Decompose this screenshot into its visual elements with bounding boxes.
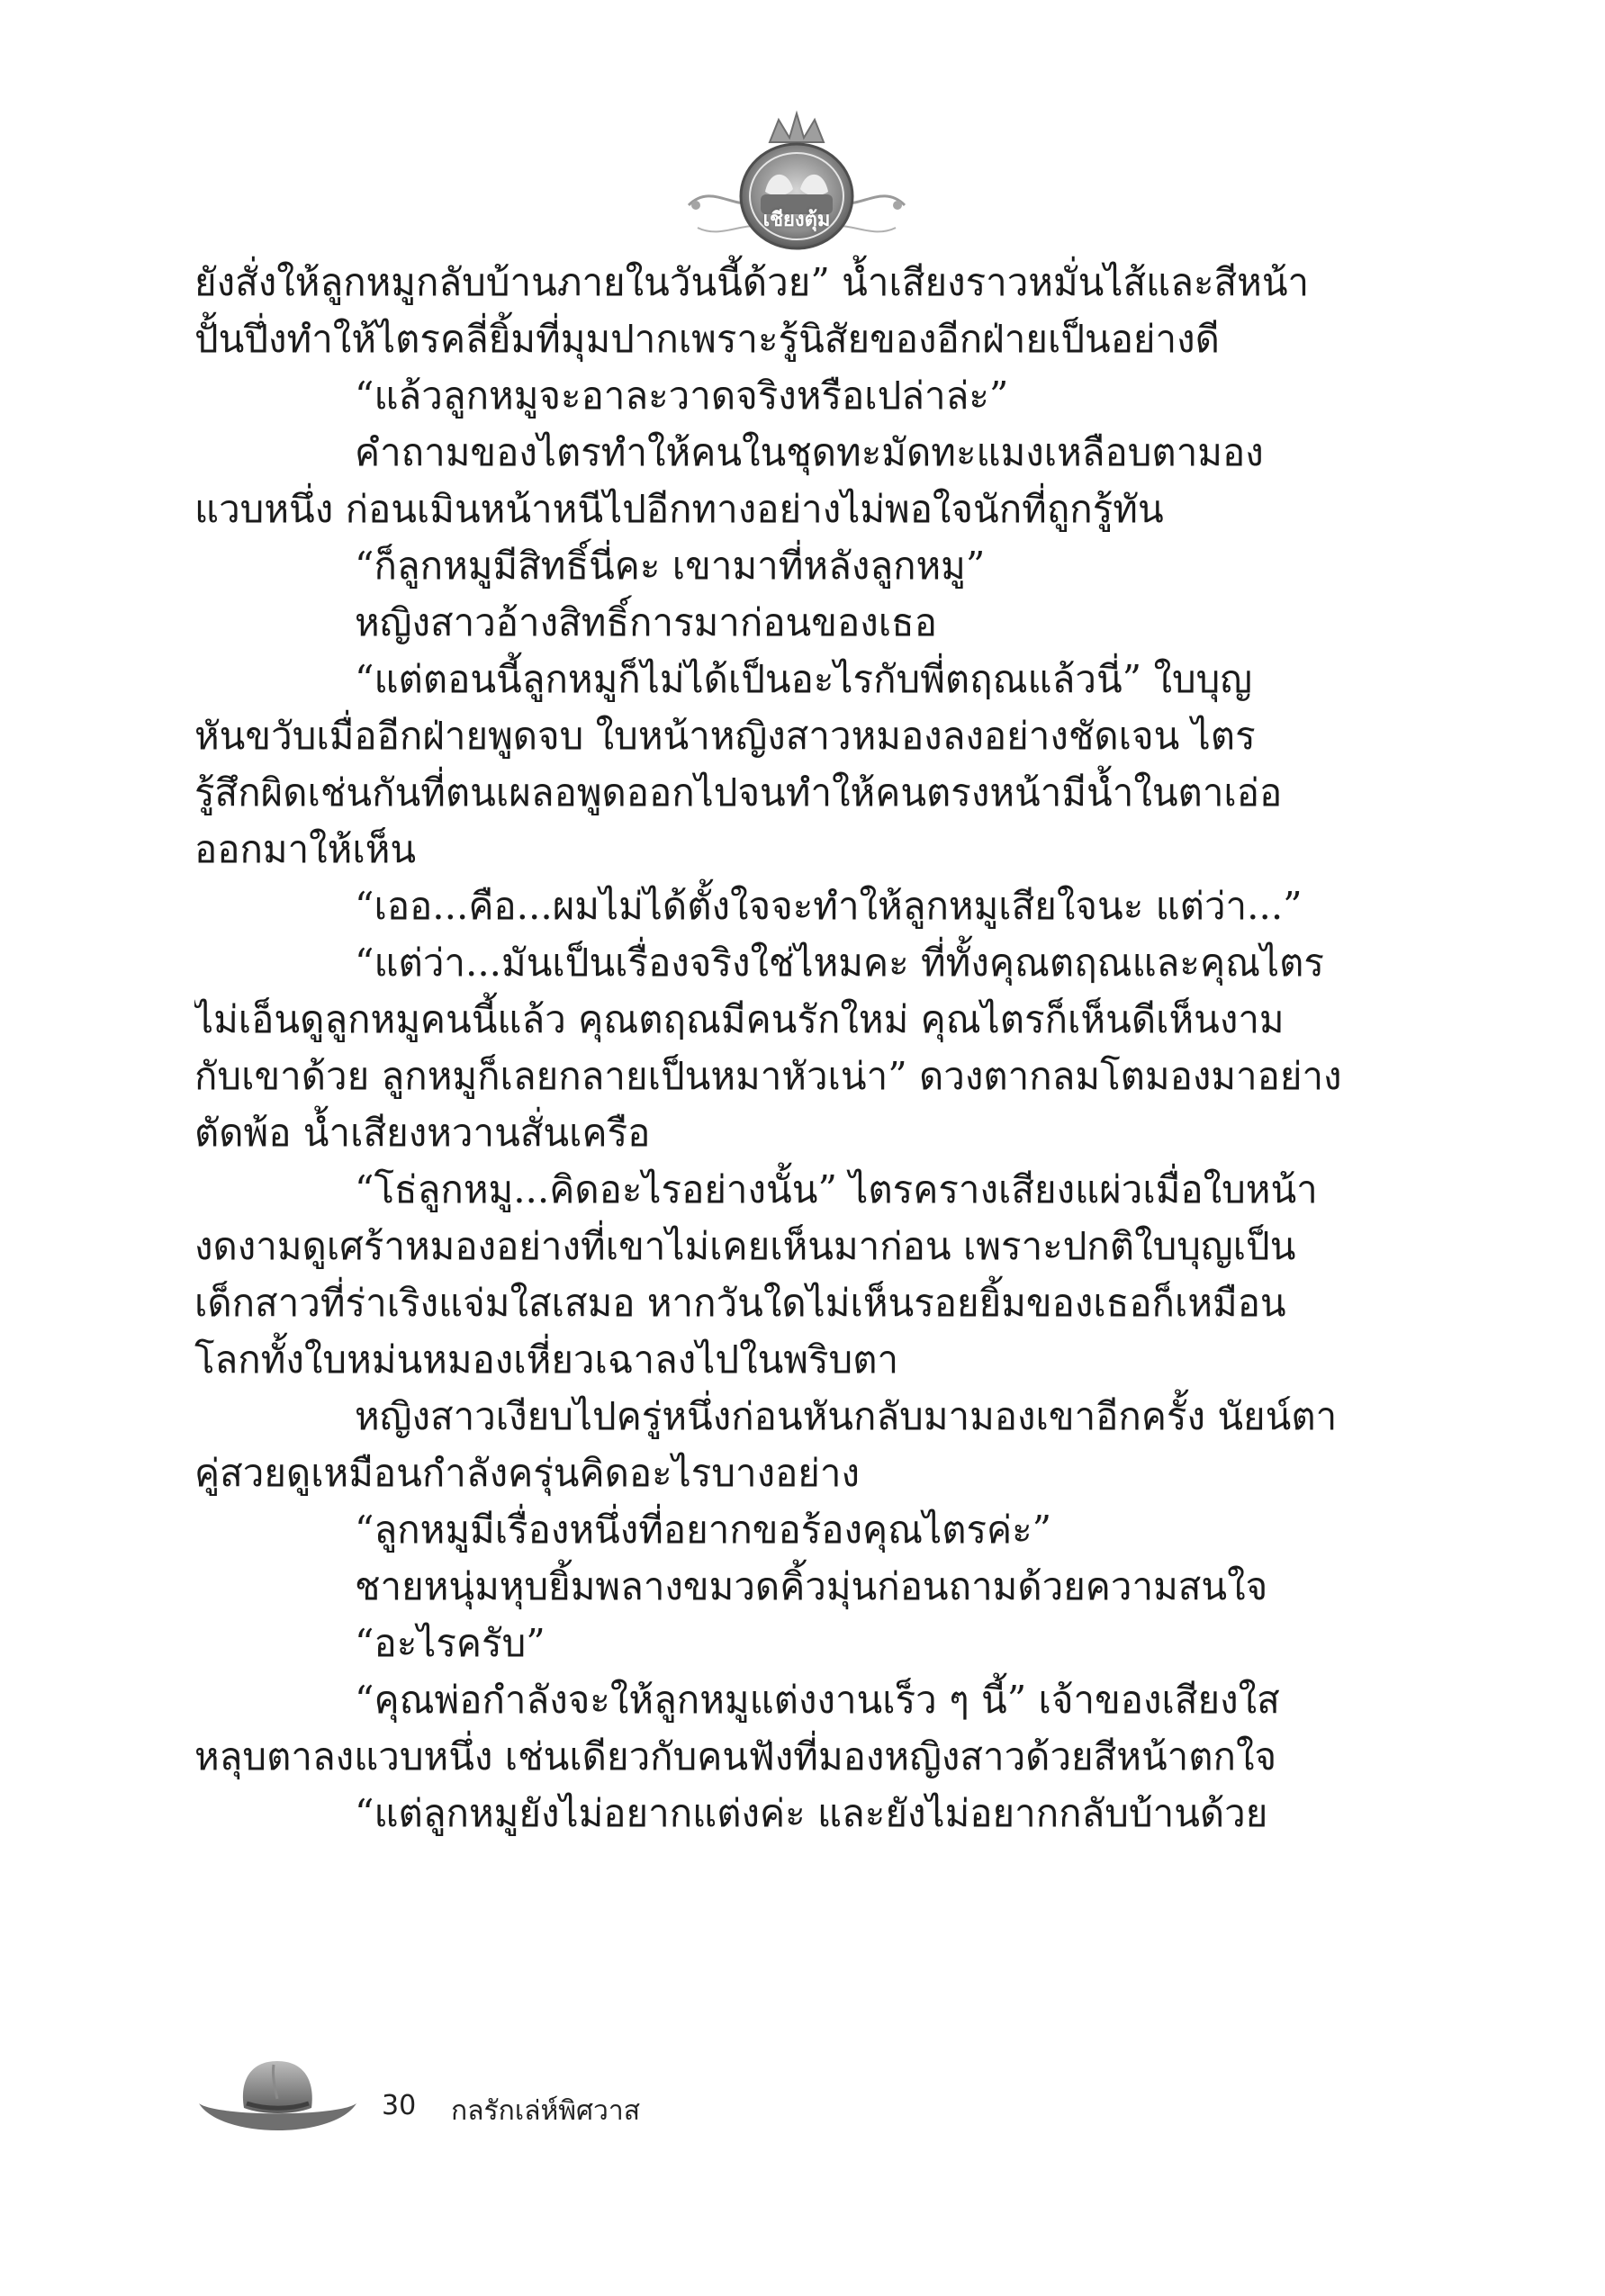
- text-line: “ก็ลูกหมูมีสิทธิ์นี่คะ เขามาที่หลังลูกหมู”: [355, 544, 986, 588]
- text-line: “แต่ว่า...มันเป็นเรื่องจริงใช่ไหมคะ ที่ทั้งคุณตฤณและคุณไตร: [355, 941, 1324, 985]
- text-line: “แล้วลูกหมูจะอาละวาดจริงหรือเปล่าล่ะ”: [355, 374, 1009, 418]
- text-line: “เออ...คือ...ผมไม่ได้ตั้งใจจะทำให้ลูกหมูเสียใจนะ แต่ว่า...”: [355, 884, 1303, 928]
- cowboy-hat-graphic: [194, 2054, 361, 2144]
- page-footer: [194, 2054, 1005, 2153]
- text-line: แวบหนึ่ง ก่อนเมินหน้าหนีไปอีกทางอย่างไม่พอใจนักที่ถูกรู้ทัน: [194, 487, 1164, 531]
- text-line: รู้สึกผิดเช่นกันที่ตนเผลอพูดออกไปจนทำให้คนตรงหน้ามีน้ำในตาเอ่อ: [194, 770, 1283, 815]
- text-line: “แต่ตอนนี้ลูกหมูก็ไม่ได้เป็นอะไรกับพี่ตฤณแล้วนี่” ใบบุญ: [355, 657, 1253, 701]
- text-line: เด็กสาวที่ร่าเริงแจ่มใสเสมอ หากวันใดไม่เห็นรอยยิ้มของเธอก็เหมือน: [194, 1281, 1286, 1325]
- text-line: “คุณพ่อกำลังจะให้ลูกหมูแต่งงานเร็ว ๆ นี้” เจ้าของเสียงใส: [355, 1678, 1280, 1722]
- text-line: กับเขาด้วย ลูกหมูก็เลยกลายเป็นหมาหัวเน่า” ดวงตากลมโตมองมาอย่าง: [194, 1054, 1342, 1098]
- book-title: กลรักเล่ห์พิศวาส: [451, 2095, 641, 2127]
- body-text: [194, 254, 1446, 1841]
- text-line: หญิงสาวอ้างสิทธิ์การมาก่อนของเธอ: [355, 600, 937, 644]
- text-line: หันขวับเมื่ออีกฝ่ายพูดจบ ใบหน้าหญิงสาวหมองลงอย่างชัดเจน ไตร: [194, 714, 1256, 758]
- text-line: “ลูกหมูมีเรื่องหนึ่งที่อยากขอร้องคุณไตรค่ะ”: [355, 1508, 1052, 1552]
- text-line: “โธ่ลูกหมู...คิดอะไรอย่างนั้น” ไตรครางเสียงแผ่วเมื่อใบหน้า: [355, 1167, 1318, 1211]
- text-line: ชายหนุ่มหุบยิ้มพลางขมวดคิ้วมุ่นก่อนถามด้วยความสนใจ: [355, 1564, 1268, 1608]
- ornament-emblem-graphic: [671, 106, 923, 259]
- text-line: ปั้นปึ่งทำให้ไตรคลี่ยิ้มที่มุมปากเพราะรู้นิสัยของอีกฝ่ายเป็นอย่างดี: [194, 317, 1220, 361]
- text-line: งดงามดูเศร้าหมองอย่างที่เขาไม่เคยเห็นมาก่อน เพราะปกติใบบุญเป็น: [194, 1224, 1296, 1268]
- text-line: ออกมาให้เห็น: [194, 827, 417, 871]
- ornament-emblem-icon: [671, 106, 923, 259]
- text-line: โลกทั้งใบหม่นหมองเหี่ยวเฉาลงไปในพริบตา: [194, 1337, 899, 1382]
- text-line: หญิงสาวเงียบไปครู่หนึ่งก่อนหันกลับมามองเขาอีกครั้ง นัยน์ตา: [355, 1394, 1338, 1438]
- text-line: ตัดพ้อ น้ำเสียงหวานสั่นเครือ: [194, 1111, 651, 1155]
- cowboy-hat-icon: [194, 2054, 361, 2144]
- text-line: คำถามของไตรทำให้คนในชุดทะมัดทะแมงเหลือบตามอง: [355, 430, 1264, 474]
- text-line: ยังสั่งให้ลูกหมูกลับบ้านภายในวันนี้ด้วย” น้ำเสียงราวหมั่นไส้และสีหน้า: [194, 260, 1310, 304]
- text-line: “อะไรครับ”: [355, 1621, 546, 1665]
- text-line: “แต่ลูกหมูยังไม่อยากแต่งค่ะ และยังไม่อยากกลับบ้านด้วย: [355, 1791, 1268, 1835]
- emblem-label: เชียงตุ้ม: [762, 209, 831, 231]
- text-line: คู่สวยดูเหมือนกำลังครุ่นคิดอะไรบางอย่าง: [194, 1451, 860, 1495]
- text-line: หลุบตาลงแวบหนึ่ง เช่นเดียวกับคนฟังที่มองหญิงสาวด้วยสีหน้าตกใจ: [194, 1734, 1277, 1778]
- text-line: ไม่เอ็นดูลูกหมูคนนี้แล้ว คุณตฤณมีคนรักใหม่ คุณไตรก็เห็นดีเห็นงาม: [194, 997, 1285, 1041]
- page-number: 30: [382, 2090, 417, 2121]
